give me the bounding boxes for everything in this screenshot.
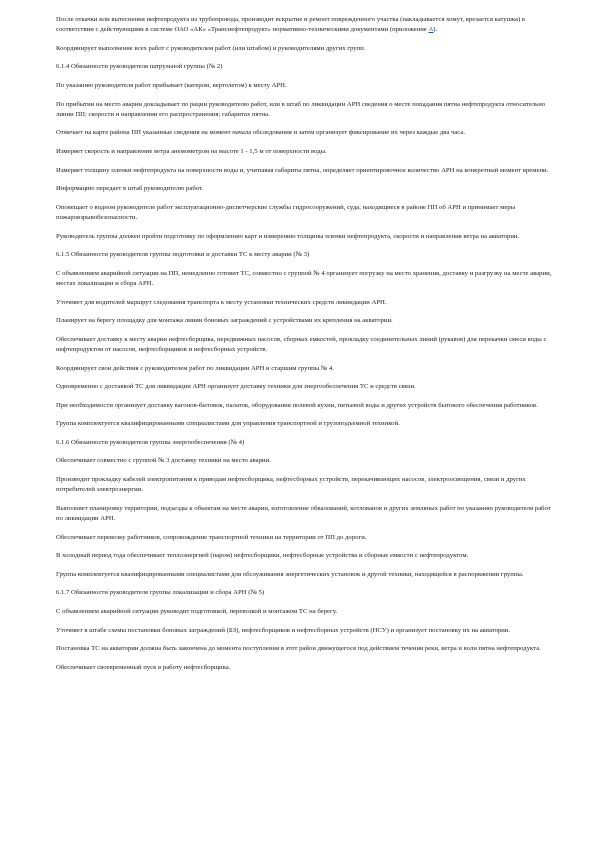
paragraph: Уточняет для водителей маршрут следования транспорта к месту установки технических средств ликвидации АРН. <box>56 298 387 306</box>
paragraph: Оповещает о водном руководителе работ эксплуатационно-диспетчерские службы гидросооружений, суда, находящиеся в районе ПП об АРН и принимает меры пожаровзрывобезопасности. <box>56 203 516 221</box>
paragraph: Производит прокладку кабелей электропитания к приводам нефтесборщика, нефтесборных устройств, перекачивающих насосов, электроосвещения, связи и других потребителей электроэнергии. <box>56 476 526 494</box>
section-heading-6-1-6: 6.1.6 Обязанности руководителя группы энергообеспечения (№ 4) <box>56 438 245 446</box>
paragraph: Постановка ТС на акватории должна быть закончена до момента поступления в этот район движущегося под действием течения реки, ветра и волн пятна нефтепродукта. <box>56 645 541 653</box>
paragraph-text: ). <box>433 26 438 34</box>
section-heading-6-1-4: 6.1.4 Обязанности руководителя патрульной группы (№ 2) <box>56 63 223 71</box>
paragraph: Координирует выполнение всех работ с руководителем работ (или штабом) и руководителями других групп. <box>56 44 366 52</box>
paragraph: Обеспечивает совместно с группой № 3 доставку техники на место аварии. <box>56 457 271 465</box>
paragraph-repair <box>56 15 556 35</box>
paragraph-text: После откачки или вытеснения нефтепродукта из трубопровода, производит вскрытие и ремонт поврежденного участка (накладывается хомут, врезается катушка) в соответствии с действующими в системе ОАО «АК» «Транснефтепродукт» нормативно-техническими документами (приложение <box>56 16 526 34</box>
paragraph: Обеспечивает доставку к месту аварии нефтесборщика, передвижных насосов, сборных емкостей, прокладку соединительных линий (рукавов) для перекачки смеси воды с нефтепродуктом от насосов, нефтесборщиков и нефтесборных устройств. <box>56 335 547 353</box>
appendix-link[interactable]: А <box>428 26 434 34</box>
document-body <box>56 15 556 681</box>
paragraph: Группа комплектуется квалифицированными специалистами для обслуживания энергетических установок и другой техники, находящейся в распоряжении группы. <box>56 570 524 578</box>
paragraph: Планирует на берегу площадку для монтажа линии боновых заграждений с устройствами их крепления на акватории. <box>56 317 393 325</box>
paragraph: Группа комплектуется квалифицированными специалистами для управления транспортной и грузоподъемной техникой. <box>56 420 400 428</box>
paragraph: По прибытии на место аварии докладывает по рации руководителю работ, или в штаб по ликвидации АРН сведения о месте попадания пятна нефтепродукта относительно линии ПП; скорости и направлении его распространения; габаритах пятна. <box>56 100 546 118</box>
paragraph: Руководитель группы должен пройти подготовку по оформлению карт и измерению толщины пленки нефтепродукта, скорости и направления ветра на акватории. <box>56 232 520 240</box>
paragraph: С объявлением аварийной ситуации на ПП, немедленно готовит ТС, совместно с группой № 4 организует погрузку на место хранения, доставку и разгрузку на месте аварии, местах локализации и сбора АРН. <box>56 269 552 287</box>
paragraph: Измеряет толщину пленки нефтепродукта на поверхности воды и, учитывая габариты пятна, определяет ориентировочное количество АРН на конкретный момент времени. <box>56 166 549 174</box>
paragraph: Координирует свои действия с руководителем работ по ликвидации АРН и старшим группы № 4. <box>56 364 334 372</box>
paragraph: Обеспечивает перевозку работников, сопровождение транспортной техники на территории от ПП до дороги. <box>56 533 367 541</box>
section-heading-6-1-5: 6.1.5 Обязанности руководителя группы подготовки и доставки ТС к месту аварии (№ 3) <box>56 251 310 259</box>
paragraph: При необходимости организует доставку вагонов-бытовок, палаток, оборудования полевой кухни, питьевой воды и других устройств бытового обеспечения работников. <box>56 401 538 409</box>
paragraph: Обеспечивает своевременный пуск в работу нефтесборщика. <box>56 663 231 671</box>
paragraph: По указанию руководителя работ прибывает (катером, вертолетом) к месту АРН. <box>56 81 287 89</box>
paragraph: Уточняет в штабе схемы постановки боновых заграждений (БЗ), нефтесборщиков и нефтесборных устройств (НСУ) и организует постановку их на акватории. <box>56 626 511 634</box>
paragraph: Отмечает на карте района ПП указанные сведения на момент начала обследования и затем организует фиксирование их через каждые два часа. <box>56 129 465 137</box>
paragraph: С объявлением аварийной ситуации руководит подготовкой, перевозкой и монтажом ТС на берегу. <box>56 608 338 616</box>
paragraph: В холодный период года обеспечивает теплоэнергией (паром) нефтесборщики, нефтесборные устройства и сборные емкости с нефтепродуктом. <box>56 552 469 560</box>
section-heading-6-1-7: 6.1.7 Обязанности руководителя группы локализации и сбора АРН (№ 5) <box>56 589 265 597</box>
paragraph: Выполняет планировку территории, подъезды к объектам на месте аварии, изготовление обвалований, котлованов и других земляных работ по указанию руководителя работ по ликвидации АРН. <box>56 504 551 523</box>
paragraph: Измеряет скорость и направление ветра анемометром на высоте 1 - 1,5 м от поверхности воды. <box>56 147 327 155</box>
paragraph: Информацию передает в штаб руководителю работ. <box>56 185 204 193</box>
paragraph: Одновременно с доставкой ТС для ликвидации АРН организует доставку техники для энергообеспечения ТС и средств связи. <box>56 383 416 391</box>
